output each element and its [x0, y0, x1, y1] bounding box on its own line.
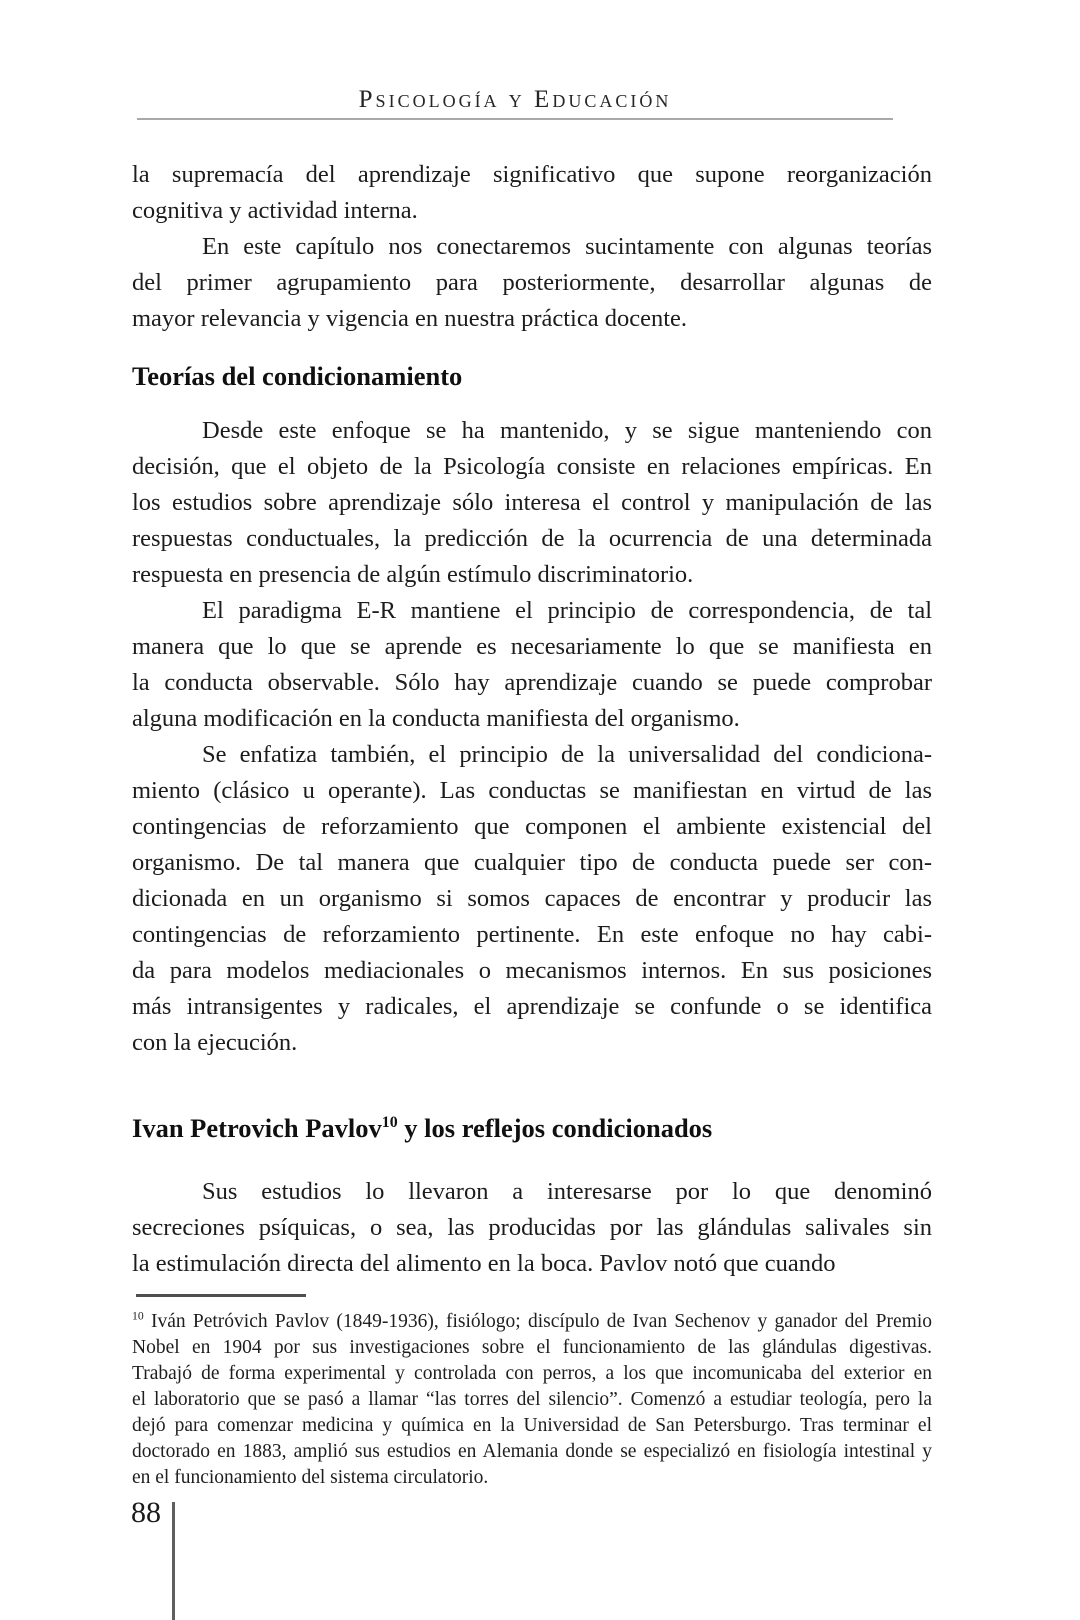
paragraph-line: la estimulación directa del alimento en la boca. Pavlov notó que cuando	[132, 1250, 836, 1277]
paragraph-line: En este capítulo nos conectaremos sucintamente con algunas teorías	[202, 233, 932, 260]
page-number: 88	[131, 1496, 161, 1529]
footnote-line: Nobel en 1904 por sus investigaciones sobre el funcionamiento de las glándulas digestivas.	[132, 1337, 932, 1358]
footnote-block	[132, 1294, 932, 1491]
paragraph-line: con la ejecución.	[132, 1029, 298, 1056]
page-number-rule	[172, 1502, 175, 1620]
footnote-marker: 10	[132, 1309, 144, 1323]
paragraph-line: Desde este enfoque se ha mantenido, y se sigue manteniendo con	[202, 417, 932, 444]
footnote-line: el laboratorio que se pasó a llamar “las torres del silencio”. Comenzó a estudiar teología, pero la	[132, 1389, 932, 1410]
paragraph-line: manera que lo que se aprende es necesariamente lo que se manifiesta en	[132, 633, 932, 660]
paragraph-line: El paradigma E-R mantiene el principio de correspondencia, de tal	[202, 597, 932, 624]
paragraph-line: cognitiva y actividad interna.	[132, 197, 418, 224]
paragraph-line: dicionada en un organismo si somos capaces de encontrar y producir las	[132, 885, 932, 912]
paragraph-line: la supremacía del aprendizaje significativo que supone reorganización	[132, 161, 932, 188]
paragraph-line: respuestas conductuales, la predicción de la ocurrencia de una determinada	[132, 525, 932, 552]
paragraph-line: organismo. De tal manera que cualquier tipo de conducta puede ser con-	[132, 849, 932, 876]
paragraph-line: decisión, que el objeto de la Psicología consiste en relaciones empíricas. En	[132, 453, 932, 480]
paragraph	[132, 737, 932, 1061]
section-heading: Teorías del condicionamiento	[132, 361, 463, 391]
paragraph	[132, 229, 932, 337]
paragraph-line: más intransigentes y radicales, el aprendizaje se confunde o se identifica	[132, 993, 932, 1020]
paragraph	[132, 1174, 932, 1282]
section-heading-text: Ivan Petrovich Pavlov	[132, 1113, 382, 1143]
paragraph-line: secreciones psíquicas, o sea, las producidas por las glándulas salivales sin	[132, 1214, 932, 1241]
header-rule	[137, 118, 893, 120]
paragraph-line: contingencias de reforzamiento que componen el ambiente existencial del	[132, 813, 932, 840]
footnote-rule	[136, 1294, 306, 1297]
paragraph-line: Se enfatiza también, el principio de la universalidad del condiciona-	[202, 741, 932, 768]
paragraph-line: contingencias de reforzamiento pertinente. En este enfoque no hay cabi-	[132, 921, 932, 948]
footnote-lines	[132, 1309, 932, 1491]
footnote-line: Trabajó de forma experimental y controlada con perros, a los que incomunicaba del exterior en	[132, 1363, 932, 1384]
paragraph-line: alguna modificación en la conducta manifiesta del organismo.	[132, 705, 740, 732]
running-header: Psicología y Educación	[358, 86, 672, 113]
paragraph	[132, 593, 932, 737]
paragraph-line: da para modelos mediacionales o mecanismos internos. En sus posiciones	[132, 957, 932, 984]
footnote-ref: 10	[381, 1114, 398, 1132]
footnote-line: en el funcionamiento del sistema circulatorio.	[132, 1467, 489, 1488]
footnote-line: dejó para comenzar medicina y química en la Universidad de San Petersburgo. Tras terminar el	[132, 1415, 932, 1436]
paragraph-line: la conducta observable. Sólo hay aprendizaje cuando se puede comprobar	[132, 669, 932, 696]
paragraph	[132, 157, 932, 229]
footnote-line: $^{10}$ Iván Petróvich Pavlov (1849-1936), fisiólogo; discípulo de Ivan Sechenov y ganador del Premio	[132, 1309, 932, 1332]
section-heading-text: y los reflejos condicionados	[397, 1113, 713, 1143]
footnote-line: doctorado en 1883, amplió sus estudios en Alemania donde se especializó en fisiología intestinal y	[132, 1441, 932, 1462]
paragraph-line: miento (clásico u operante). Las conductas se manifiestan en virtud de las	[132, 777, 932, 804]
paragraph-line: del primer agrupamiento para posteriormente, desarrollar algunas de	[132, 269, 932, 296]
paragraph-line: Sus estudios lo llevaron a interesarse por lo que denominó	[202, 1178, 932, 1205]
paragraph-line: los estudios sobre aprendizaje sólo interesa el control y manipulación de las	[132, 489, 932, 516]
section-heading	[132, 1108, 932, 1148]
paragraph-line: mayor relevancia y vigencia en nuestra práctica docente.	[132, 305, 688, 332]
paragraph	[132, 413, 932, 593]
paragraph-line: respuesta en presencia de algún estímulo discriminatorio.	[132, 561, 694, 588]
body-text	[132, 157, 932, 1282]
